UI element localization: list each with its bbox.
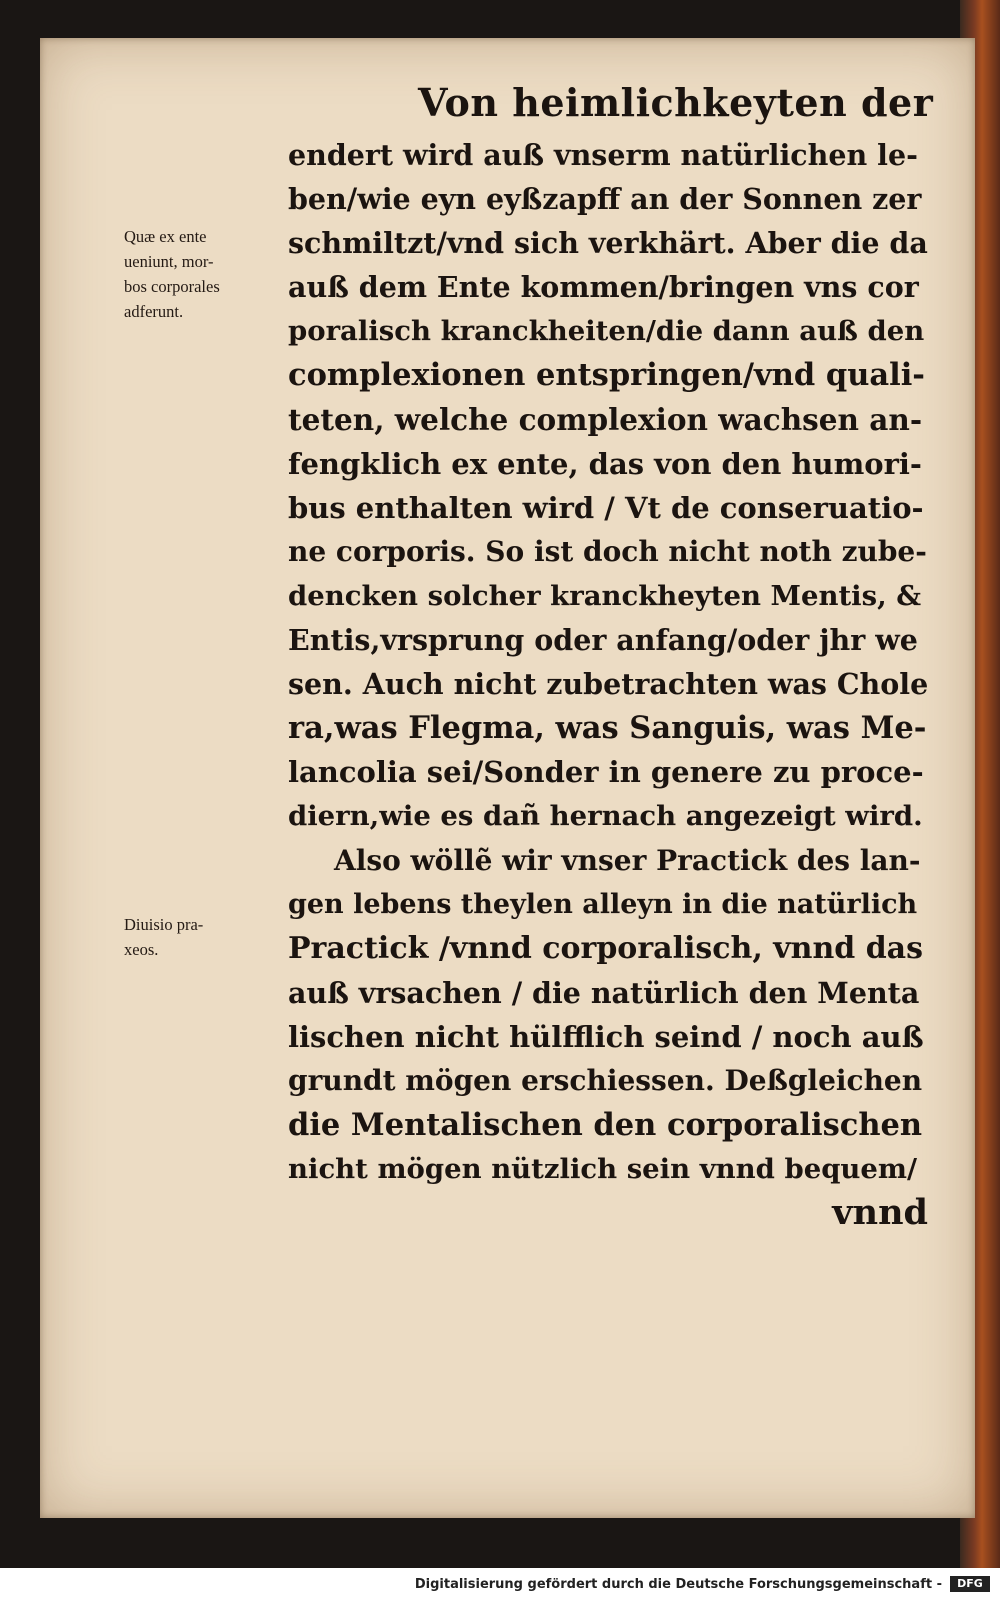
marginal-note-line: Quæ ex ente <box>124 227 207 246</box>
paragraph-start-line: Also wöllẽ wir vnser Practick des lan- <box>334 843 921 877</box>
catchword: vnnd <box>832 1192 928 1234</box>
text-line: nicht mögen nützlich sein vnnd bequem/ <box>288 1153 918 1186</box>
text-line: schmiltzt/vnd sich verkhärt. Aber die da <box>288 226 928 261</box>
marginal-note-line: xeos. <box>124 940 159 959</box>
text-line: lancolia sei/Sonder in genere zu proce- <box>288 755 924 790</box>
marginal-note-line: ueniunt, mor- <box>124 252 214 271</box>
text-line: lischen nicht hülfflich seind / noch auß <box>288 1019 924 1054</box>
text-line: auß dem Ente kommen/bringen vns cor <box>288 270 919 305</box>
text-line: ne corporis. So ist doch nicht noth zube- <box>288 534 927 568</box>
text-line: bus enthalten wird / Vt de conseruatio- <box>288 490 924 525</box>
text-line: sen. Auch nicht zubetrachten was Chole <box>288 667 929 702</box>
text-line: auß vrsachen / die natürlich den Menta <box>288 975 920 1010</box>
text-line: ben/wie eyn eyßzapff an der Sonnen zer <box>288 182 922 217</box>
marginal-note-line: Diuisio pra- <box>124 915 204 934</box>
running-header: Von heimlichkeyten der <box>418 80 934 125</box>
text-line: complexionen entspringen/vnd quali- <box>288 357 925 394</box>
text-line: fengklich ex ente, das von den humori- <box>288 446 922 481</box>
marginal-note-line: bos corporales <box>124 277 220 296</box>
text-line: teten, welche complexion wachsen an- <box>288 401 923 437</box>
text-line: endert wird auß vnserm natürlichen le- <box>288 138 918 172</box>
text-line: grundt mögen erschiessen. Deßgleichen <box>288 1063 923 1097</box>
text-line: poralisch kranckheiten/die dann auß den <box>288 315 925 348</box>
text-line: dencken solcher kranckheyten Mentis, & <box>288 579 922 612</box>
funding-credit: Digitalisierung gefördert durch die Deutsche Forschungsgemeinschaft - <box>414 1577 942 1592</box>
text-line: Entis,vrsprung oder anfang/oder jhr we <box>288 623 918 658</box>
body-text <box>288 133 928 1235</box>
text-line: ra,was Flegma, was Sanguis, was Me- <box>288 710 927 747</box>
marginal-note-2 <box>124 912 274 962</box>
text-line: Practick /vnnd corporalisch, vnnd das <box>288 930 923 966</box>
text-line: gen lebens theylen alleyn in die natürlich <box>288 888 918 920</box>
dfg-logo: DFG <box>950 1576 990 1592</box>
marginal-note-1 <box>124 224 274 324</box>
footer-bar <box>0 1568 1000 1598</box>
marginal-note-line: adferunt. <box>124 302 184 321</box>
text-line: diern,wie es dañ hernach angezeigt wird. <box>288 800 923 833</box>
text-line: die Mentalischen den corporalischen <box>288 1107 923 1144</box>
